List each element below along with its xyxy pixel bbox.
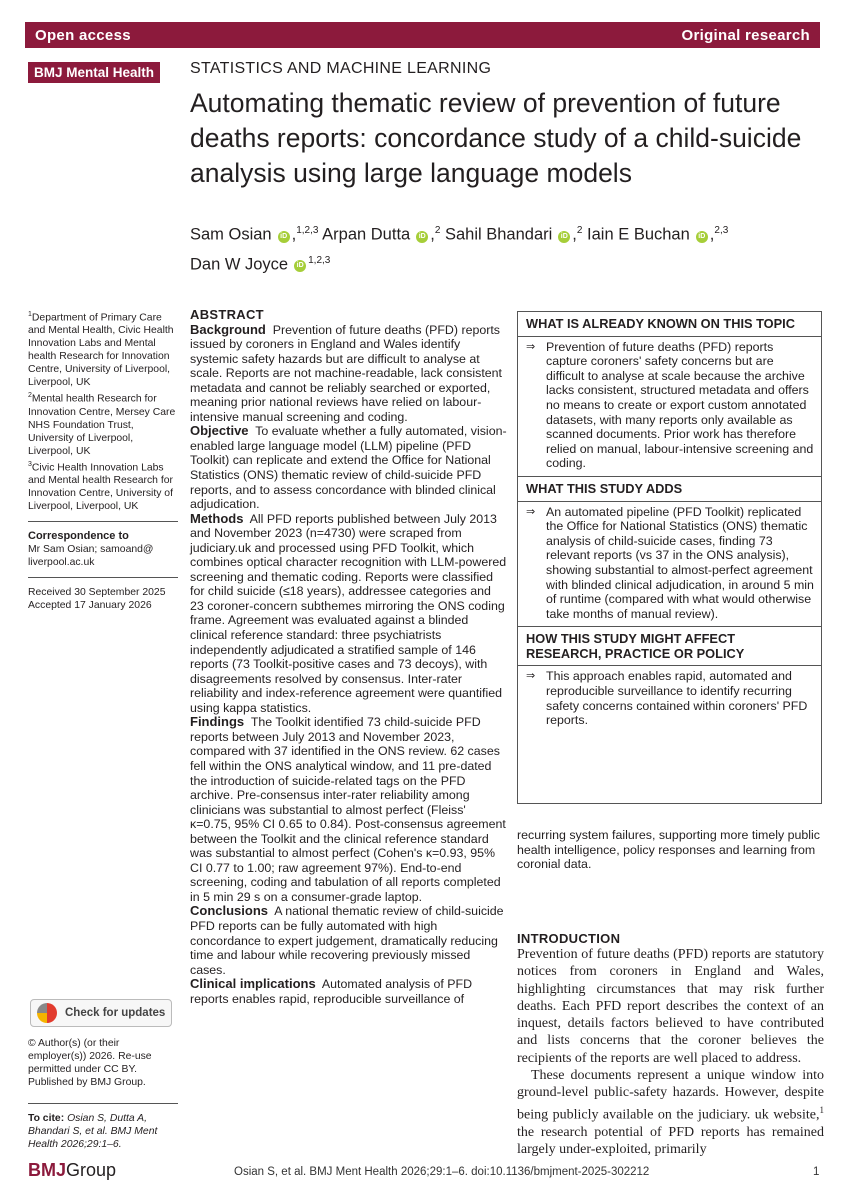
author-name: Sahil Bhandari [444, 225, 553, 244]
abstract-findings: Findings The Toolkit identified 73 child-suicide PFD reports between July 2013 and November 2023, compared with 37 identified in the ONS review. 62 cases fell within the ONS analytical window, and 11 pre-dated the introduction of suicide-related tags on the PFD archive. Pre-consensus inter-rater reliability among clinicians was substantial to almost perfect (Fleiss' κ=0.75, 95% CI 0.65 to 0.84). Post-consensus agreement between the Toolkit and the clinical reference standard was substantial to almost perfect (Cohen's κ=0.93, 95% CI 0.77 to 1.00; raw agreement 97%). End-to-end screening, coding and tabulation of all reports completed in 5 min 29 s on a consumer-grade laptop. [190, 714, 506, 904]
arrow-icon: ⇒ [526, 340, 536, 353]
orcid-icon[interactable]: iD [294, 260, 306, 272]
abstract-clinical-implications: Clinical implications Automated analysis of PFD reports enables rapid, reproducible surveillance of [190, 976, 473, 1006]
box-heading: WHAT IS ALREADY KNOWN ON THIS TOPIC [518, 312, 821, 337]
abstract-continuation: recurring system failures, supporting more timely public health intelligence, policy responses and learning from coronial data. [517, 828, 820, 872]
author-list: Sam Osian iD ,$^{1,2,3}$ Arpan Dutta iD ,$^2$ Sahil Bhandari iD ,$^2$ Iain E Buchan iD ,$^{2,3}$ Dan W Joyce iD $^{1,2,3}$ [190, 225, 729, 273]
affiliation: $^3$Civic Health Innovation Labs and Mental health Research for Innovation Centre, University of Liverpool, Liverpool, UK [28, 460, 173, 513]
author-affiliation: 2,3 [714, 225, 729, 236]
author-affiliation: 2 [576, 225, 583, 236]
abstract [190, 308, 508, 1006]
footer-citation: Osian S, et al. BMJ Ment Health 2026;29:1–6. doi:10.1136/bmjment-2025-302212 [234, 1166, 650, 1178]
abstract-heading: ABSTRACT [190, 307, 264, 322]
reference-link[interactable]: 1 [819, 1104, 824, 1115]
orcid-icon[interactable]: iD [278, 231, 290, 243]
introduction-heading: INTRODUCTION [517, 931, 621, 946]
orcid-icon[interactable]: iD [696, 231, 708, 243]
author-affiliation: 2 [434, 225, 441, 236]
to-cite-label: To cite: [28, 1113, 65, 1124]
box-bullet: ⇒ Prevention of future deaths (PFD) reports capture coroners' safety concerns but are difficult to analyse at scale because the archive lacks consistent, structured metadata and offers no means to create or export custom annotated datasets, with many reports only available as scanned documents. Prior work has therefore relied on manual, labour-intensive screening and coding. [526, 339, 814, 471]
divider [28, 521, 178, 522]
paragraph: Prevention of future deaths (PFD) reports are statutory notices from coroners in England and Wales, highlighting circumstances that may risk further deaths. Each PFD report describes the context of an inquest, details factors believed to have contributed and lists concerns that the coroner believes the recipients of the reports are well placed to address. [517, 947, 824, 1066]
open-access-label: Open access [35, 26, 131, 44]
affiliation: $^2$Mental health Research for Innovation Centre, Mersey Care NHS Foundation Trust, University of Liverpool, Liverpool, UK [28, 392, 176, 457]
orcid-icon[interactable]: iD [416, 231, 428, 243]
introduction-body [517, 946, 824, 1158]
abstract-methods: Methods All PFD reports published between July 2013 and November 2023 (n=4730) were scraped from judiciary.uk and processed using PFD Toolkit, which combines optical character recognition with LLM-powered screening and thematic coding. Reports were classified for child suicide (≤18 years), addressee categories and 23 coroner-concern subthemes mirroring the ONS coding frame. Agreement was evaluated against a blinded clinical reference standard: three psychiatrists independently adjudicated a stratified sample of 146 reports (73 Toolkit-positive cases and 73 decoys), with disagreements resolved by consensus. Inter-rater reliability and index-reference agreement were quantified using kappa statistics. [190, 510, 507, 715]
author-name: Dan W Joyce [190, 255, 289, 273]
section-label: STATISTICS AND MACHINE LEARNING [190, 60, 492, 77]
author-affiliation: 1,2,3 [308, 254, 331, 266]
to-cite-box [28, 1103, 178, 1151]
article-title: Automating thematic review of prevention of future deaths reports: concordance study of a child-suicide analysis using large language models [190, 88, 802, 188]
copyright-notice: © Author(s) (or their employer(s)) 2026. Re-use permitted under CC BY. Published by BMJ Group. [28, 1038, 152, 1088]
author-affiliation: 1,2,3 [296, 225, 319, 236]
abstract-objective: Objective To evaluate whether a fully automated, vision-enabled large language model (LLM) pipeline (PFD Toolkit) can replicate and extend the Office for National Statistics (ONS) thematic review of child-suicide PFD reports, and to assess concordance with blinded clinical adjudication. [190, 423, 507, 512]
author-name: Sam Osian [190, 225, 272, 244]
received-date: Received 30 September 2025 [28, 587, 166, 599]
box-bullet: ⇒ This approach enables rapid, automated and reproducible surveillance to identify recurring safety concerns contained within coroners' PFD reports. [526, 669, 808, 728]
abstract-conclusions: Conclusions A national thematic review of child-suicide PFD reports can be fully automated with high concordance to expert judgement, dramatically reducing time and labour while recovering previously missed cases. [190, 903, 504, 977]
check-for-updates-label: Check for updates [65, 1007, 166, 1019]
author-name: Arpan Dutta [322, 225, 411, 244]
sidebar [28, 308, 178, 612]
journal-logo[interactable]: BMJ Mental Health [28, 62, 160, 83]
paragraph: These documents represent a unique window into ground-level public-safety hazards. However, despite being publicly available on the judiciary. uk website,$^1$ the research potential of PFD reports has remained largely under-exploited, primarily [517, 1068, 824, 1157]
box-heading: HOW THIS STUDY MIGHT AFFECT RESEARCH, PRACTICE OR POLICY [518, 626, 821, 666]
key-messages-box [517, 311, 822, 804]
box-bullet: ⇒ An automated pipeline (PFD Toolkit) replicated the Office for National Statistics (ONS) thematic analysis of child-suicide cases, finding 73 relevant reports (vs 37 in the ONS analysis), showing substantial to almost-perfect agreement with blinded clinical adjudication, in around 5 min of runtime (compared with what would otherwise take months of manual review). [526, 504, 814, 621]
publisher-logo[interactable]: BMJGroup [28, 1160, 117, 1180]
orcid-icon[interactable]: iD [558, 231, 570, 243]
divider [28, 577, 178, 578]
correspondence-text[interactable]: Mr Sam Osian; samoand@ liverpool.ac.uk [28, 544, 154, 569]
to-cite-text: Osian S, Dutta A, Bhandari S, et al. BMJ Ment Health 2026;29:1–6. [28, 1113, 158, 1150]
check-for-updates-button[interactable] [30, 999, 172, 1027]
box-heading: WHAT THIS STUDY ADDS [518, 476, 821, 502]
page-number: 1 [813, 1166, 820, 1178]
abstract-background: Background Prevention of future deaths (PFD) reports issued by coroners in England and Wales identify systemic safety hazards but are difficult to analyse at scale. Reports are not machine-readable, lack consistent metadata and cannot be reliably searched or exported, meaning prior national reviews have relied on labour-intensive manual screening and coding. [190, 321, 502, 424]
crossmark-icon [37, 1003, 57, 1023]
accepted-date: Accepted 17 January 2026 [28, 600, 152, 612]
correspondence-heading: Correspondence to [28, 530, 129, 543]
arrow-icon: ⇒ [526, 505, 536, 518]
top-banner [25, 22, 820, 48]
affiliation: $^1$Department of Primary Care and Mental Health, Civic Health Innovation Labs and Mental health Research for Innovation Centre, University of Liverpool, Liverpool, UK [28, 311, 174, 389]
author-name: Iain E Buchan [587, 225, 690, 244]
arrow-icon: ⇒ [526, 670, 536, 683]
article-type-label: Original research [681, 26, 810, 44]
